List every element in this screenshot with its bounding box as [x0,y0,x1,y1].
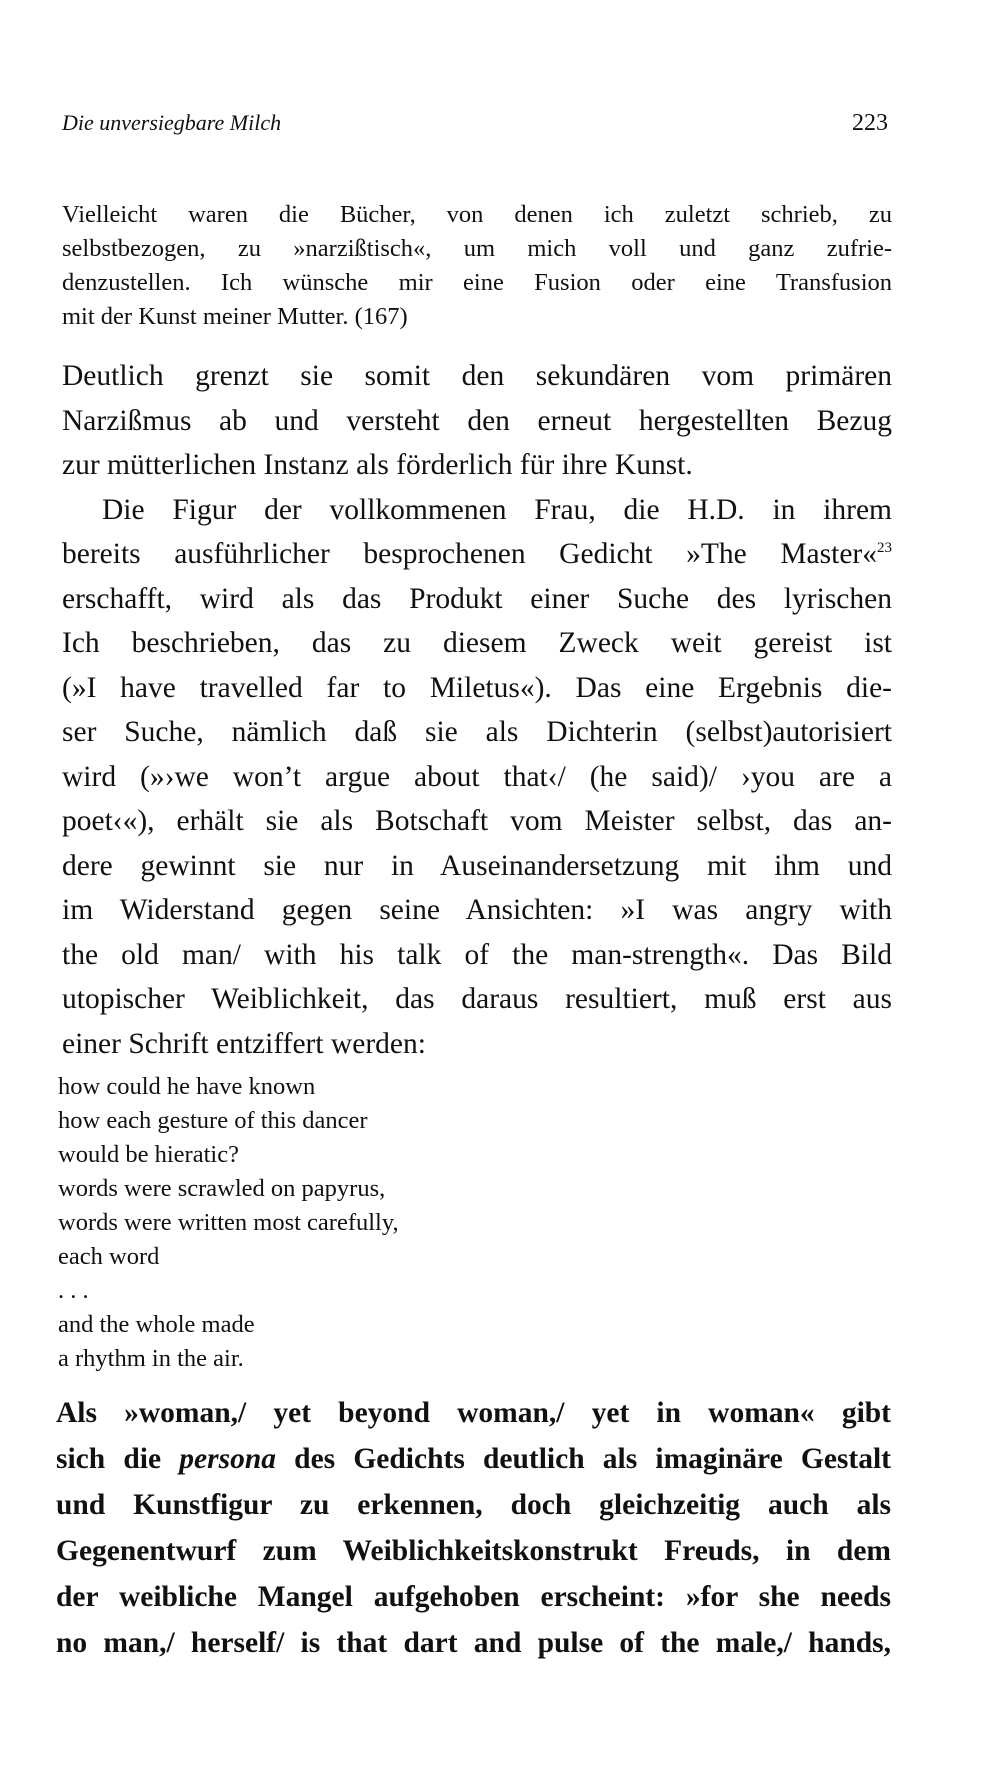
body-line: Deutlich grenzt sie somit den sekundären vom primären [62,360,892,392]
block-quote [62,198,892,334]
body-line: Gegenentwurf zum Weiblichkeitskonstrukt Freuds, in dem [56,1535,891,1567]
running-title: Die unversiegbare Milch [62,110,282,135]
poem-line: each word [58,1243,160,1270]
body-line: der weibliche Mangel aufgehoben erscheint: »for she needs [56,1581,891,1613]
body-line-with-italic [56,1436,891,1482]
quote-line: mit der Kunst meiner Mutter. (167) [62,303,408,330]
poem-line: a rhythm in the air. [58,1345,244,1372]
italic-term: persona [179,1443,276,1475]
closing-paragraph [56,1390,891,1666]
poem-line: how each gesture of this dancer [58,1107,368,1134]
running-header [62,110,888,137]
poem-line: words were written most carefully, [58,1209,399,1236]
body-line-with-footnote [62,532,892,577]
body-line-text: bereits ausführlicher besprochenen Gedicht »The Master« [62,538,877,570]
text-run: sich die [56,1443,180,1475]
footnote-reference: 23 [877,540,892,557]
page-number: 223 [852,110,888,136]
quote-line: selbstbezogen, zu »narzißtisch«, um mich voll und ganz zufrie- [62,235,892,262]
body-line: Ich beschrieben, das zu diesem Zweck weit gereist ist [62,627,892,659]
body-line: utopischer Weiblichkeit, das daraus resultiert, muß erst aus [62,983,892,1015]
body-line: einer Schrift entziffert werden: [62,1027,426,1060]
body-line: und Kunstfigur zu erkennen, doch gleichzeitig auch als [56,1489,891,1521]
body-line: no man,/ herself/ is that dart and pulse of the male,/ hands, [56,1627,891,1659]
body-line: (»I have travelled far to Miletus«). Das eine Ergebnis die- [62,671,892,704]
body-line: dere gewinnt sie nur in Auseinandersetzung mit ihm und [62,849,892,882]
body-line: Narzißmus ab und versteht den erneut hergestellten Bezug [62,404,892,437]
poem-line: would be hieratic? [58,1141,239,1168]
body-line: Als »woman,/ yet beyond woman,/ yet in woman« gibt [56,1397,891,1429]
quote-line: Vielleicht waren die Bücher, von denen ich zuletzt schrieb, zu [62,201,892,228]
body-line: poet‹«), erhält sie als Botschaft vom Meister selbst, das an- [62,805,892,837]
body-line: ser Suche, nämlich daß sie als Dichterin (selbst)autorisiert [62,716,892,748]
text-run: des Gedichts deutlich als imaginäre Gestalt [275,1443,891,1475]
body-line: zur mütterlichen Instanz als förderlich für ihre Kunst. [62,449,693,481]
body-line: erschafft, wird als das Produkt einer Suche des lyrischen [62,582,892,615]
poem-line: and the whole made [58,1311,255,1338]
body-line: the old man/ with his talk of the man-strength«. Das Bild [62,938,892,971]
body-paragraphs [62,354,892,1066]
body-line: im Widerstand gegen seine Ansichten: »I was angry with [62,894,892,926]
body-line: wird (»›we won’t argue about that‹/ (he said)/ ›you are a [62,760,892,793]
poem-line: how could he have known [58,1073,316,1100]
poem-line: words were scrawled on papyrus, [58,1175,386,1202]
poem-quote [58,1070,399,1376]
body-line: Die Figur der vollkommenen Frau, die H.D. in ihrem [102,493,892,526]
quote-line: denzustellen. Ich wünsche mir eine Fusion oder eine Transfusion [62,269,892,296]
poem-ellipsis: . . . [58,1277,89,1304]
